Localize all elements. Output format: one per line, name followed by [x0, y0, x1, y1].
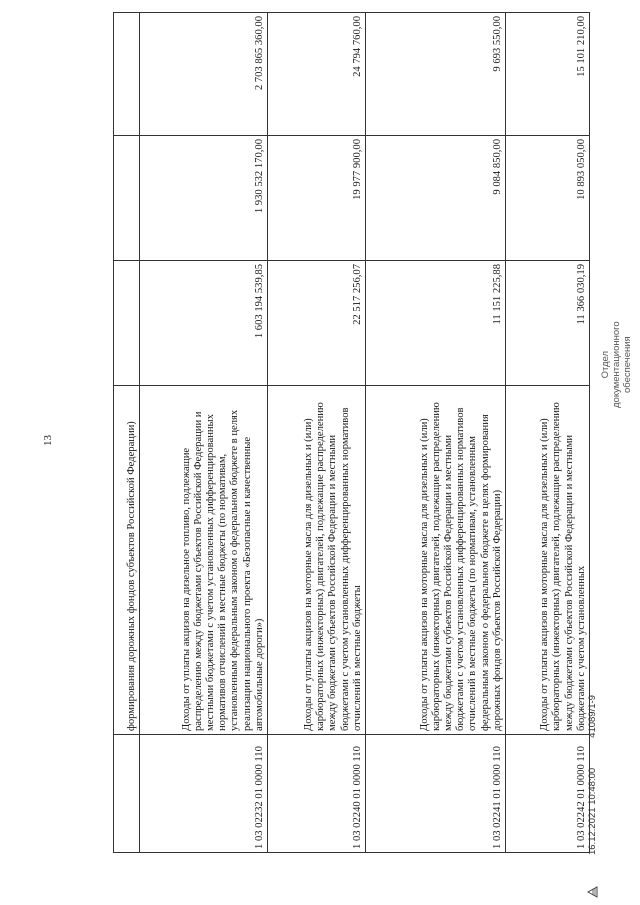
footer-stamp — [585, 345, 599, 905]
amount-col-3: 2 703 865 360,00 — [140, 13, 268, 136]
amount-col-1: 11 366 030,19 — [506, 261, 590, 386]
budget-code: 1 03 02242 01 0000 110 — [506, 735, 590, 853]
amount-col-3: 24 794 760,00 — [268, 13, 366, 136]
revenue-description: Доходы от уплаты акцизов на моторные масла для дизельных и (или) карбюраторных (инжекторных) двигателей, подлежащие распределению между бюджетами субъектов Российской Федерации и местными бюджетами с учетом установленных — [506, 386, 590, 735]
amount-col-3: 9 693 550,00 — [366, 13, 506, 136]
amount-col-3: 15 101 210,00 — [506, 13, 590, 136]
amount-col-1: 1 603 194 539,85 — [140, 261, 268, 386]
amount-col-2: 10 893 050,00 — [506, 136, 590, 261]
table-body — [114, 13, 590, 853]
table-rotator — [113, 13, 589, 853]
revenue-table — [113, 12, 590, 853]
amount-col-1: 11 151 225,88 — [366, 261, 506, 386]
revenue-description: Доходы от уплаты акцизов на дизельное топливо, подлежащие распределению между бюджетами субъектов Российской Федерации и местными бюджетами с учетом установленных дифференцированных нормативов отчислений в местные бюджеты (по нормативам, установленным федеральным законом о федеральном бюджете в целях реализации национального проекта «Безопасные и качественные автомобильные дороги») — [140, 386, 268, 735]
budget-code: 1 03 02241 01 0000 110 — [366, 735, 506, 853]
table-row — [114, 13, 140, 853]
amount-col-2: 9 084 850,00 — [366, 136, 506, 261]
page-number: 13 — [42, 435, 54, 446]
budget-code: 1 03 02240 01 0000 110 — [268, 735, 366, 853]
budget-code — [114, 735, 140, 853]
registry-stamp-icon — [585, 885, 599, 899]
budget-code: 1 03 02232 01 0000 110 — [140, 735, 268, 853]
table-row — [140, 13, 268, 853]
table-row — [506, 13, 590, 853]
amount-col-2: 19 977 900,00 — [268, 136, 366, 261]
revenue-description: Доходы от уплаты акцизов на моторные масла для дизельных и (или) карбюраторных (инжекторных) двигателей, подлежащие распределению между бюджетами субъектов Российской Федерации и местными бюджетами с учетом установленных дифференцированных нормативов отчислений в местные бюджеты — [268, 386, 366, 735]
footer-timestamp: 16.12.2021 10:48:00 — [586, 767, 598, 855]
table-row — [268, 13, 366, 853]
amount-col-1: 22 517 256,07 — [268, 261, 366, 386]
table-row — [366, 13, 506, 853]
amount-col-2 — [114, 136, 140, 261]
department-stamp: Отдел документационного обеспечения — [600, 321, 633, 408]
revenue-description: формирования дорожных фондов субъектов Российской Федерации) — [114, 386, 140, 735]
footer-doc-id: 41089/1-9 — [586, 695, 598, 738]
revenue-description: Доходы от уплаты акцизов на моторные масла для дизельных и (или) карбюраторных (инжекторных) двигателей, подлежащие распределению между бюджетами субъектов Российской Федерации и местными бюджетами с учетом установленных дифференцированных нормативов отчислений в местные бюджеты (по нормативам, установленным федеральным законом о федеральном бюджете в целях формирования дорожных фондов субъектов Российской Федерации) — [366, 386, 506, 735]
amount-col-2: 1 930 532 170,00 — [140, 136, 268, 261]
amount-col-1 — [114, 261, 140, 386]
amount-col-3 — [114, 13, 140, 136]
